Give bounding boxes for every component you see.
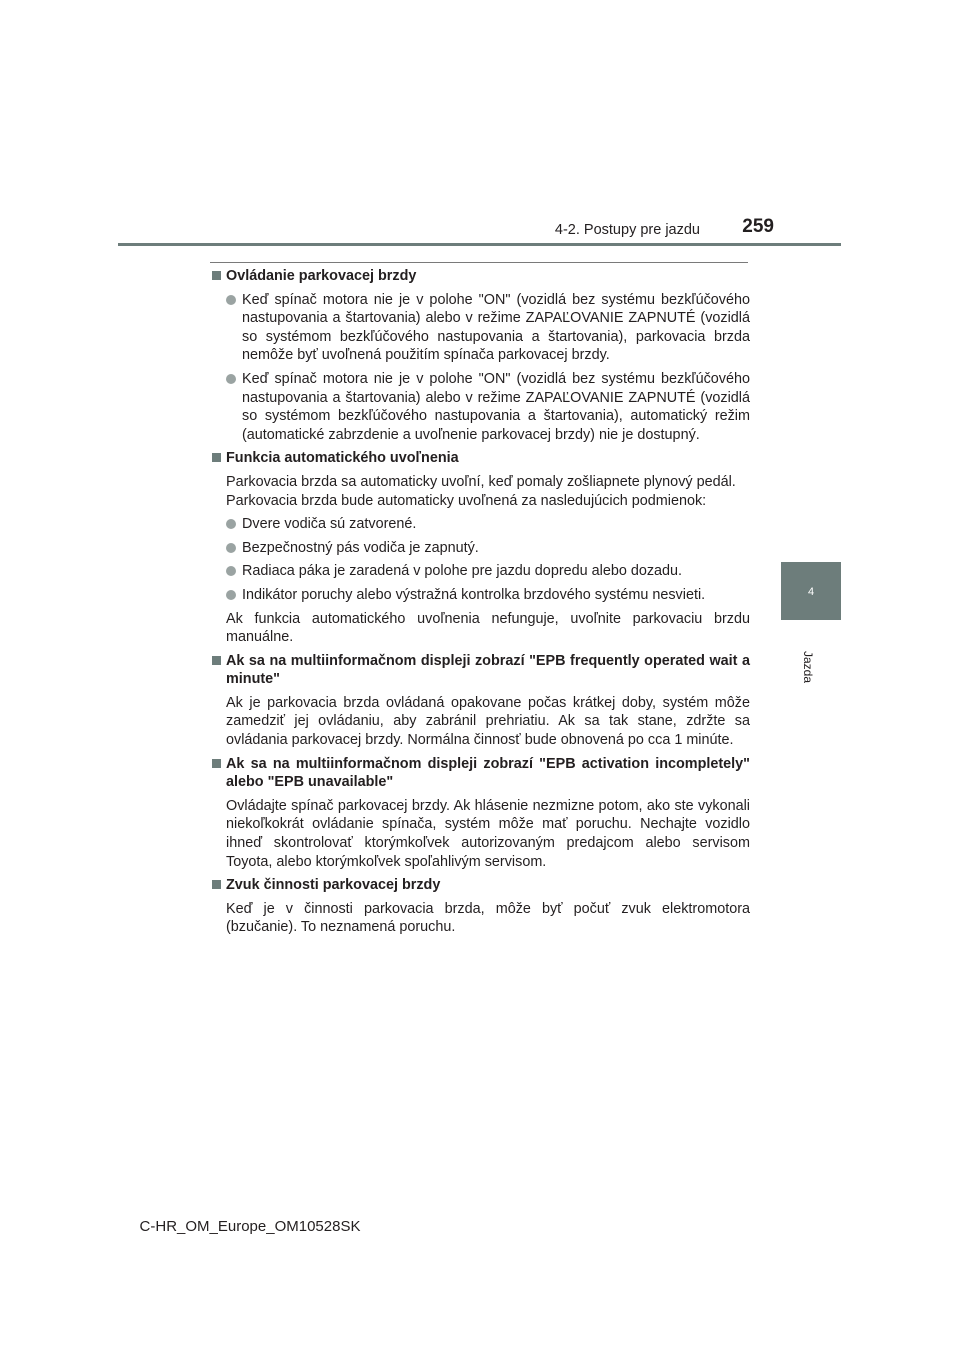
section-automatic-release — [210, 449, 750, 646]
section-body: Ak je parkovacia brzda ovládaná opakovane počas krátkej doby, systém môže zamedziť jej ovládaniu, aby zabránil prehriatiu. Ak sa tak stane, zdržte sa ovládania parkovacej brzdy. Normálna činnosť bude obnovená po cca 1 minúte. — [226, 694, 750, 749]
footer-document-code: C-HR_OM_Europe_OM10528SK — [139, 1218, 361, 1235]
content-top-rule — [210, 262, 748, 263]
section-body: Ovládajte spínač parkovacej brzdy. Ak hlásenie nezmizne potom, ako ste vykonali niekoľkokrát ovládanie spínača, systém môže mať poruchu. Nechajte vozidlo ihneď skontrolovať ktorýmkoľvek autorizovaným predajcom alebo servisom Toyota, alebo ktorýmkoľvek spoľahlivým servisom. — [226, 797, 750, 870]
bullet-item: Dvere vodiča sú zatvorené. — [210, 515, 750, 534]
section-heading: Ovládanie parkovacej brzdy — [210, 267, 750, 286]
intro-line: Parkovacia brzda sa automaticky uvoľní, keď pomaly zošliapnete plynový pedál. — [226, 473, 736, 490]
section-parking-brake-operation — [210, 267, 750, 444]
bullet-item: Radiaca páka je zaradená v polohe pre jazdu dopredu alebo dozadu. — [210, 562, 750, 581]
chapter-label: Jazda — [801, 650, 815, 684]
header-rule — [118, 243, 841, 246]
chapter-tab — [781, 562, 841, 620]
bullet-item: Keď spínač motora nie je v polohe "ON" (vozidlá bez systému bezkľúčového nastupovania a štartovania) alebo v režime ZAPAĽOVANIE ZAPNUTÉ (vozidlá so systémom bezkľúčového nastupovania a štartovania), automatický režim (automatické zabrzdenie a uvoľnenie parkovacej brzdy) nie je dostupný. — [210, 370, 750, 444]
section-heading: Ak sa na multiinformačnom displeji zobrazí "EPB frequently operated wait a minute" — [210, 652, 750, 689]
page-number: 259 — [742, 216, 774, 237]
section-heading: Zvuk činnosti parkovacej brzdy — [210, 876, 750, 895]
header-section-title: 4-2. Postupy pre jazdu — [554, 222, 700, 238]
page-content — [210, 267, 750, 942]
section-heading: Ak sa na multiinformačnom displeji zobrazí "EPB activation incompletely" alebo "EPB unavailable" — [210, 755, 750, 792]
bullet-item: Indikátor poruchy alebo výstražná kontrolka brzdového systému nesvieti. — [210, 586, 750, 605]
intro-line: Parkovacia brzda bude automaticky uvoľnená za nasledujúcich podmienok: — [226, 492, 707, 509]
chapter-tab-number: 4 — [807, 586, 815, 598]
section-outro: Ak funkcia automatického uvoľnenia nefunguje, uvoľnite parkovaciu brzdu manuálne. — [226, 610, 750, 646]
bullet-item: Bezpečnostný pás vodiča je zapnutý. — [210, 539, 750, 558]
bullet-item: Keď spínač motora nie je v polohe "ON" (vozidlá bez systému bezkľúčového nastupovania a štartovania) alebo v režime ZAPAĽOVANIE ZAPNUTÉ (vozidlá so systémom bezkľúčového nastupovania a štartovania), parkovacia brzda nemôže byť uvoľnená použitím spínača parkovacej brzdy. — [210, 291, 750, 365]
section-body: Keď je v činnosti parkovacia brzda, môže byť počuť zvuk elektromotora (bzučanie). To neznamená poruchu. — [226, 900, 750, 936]
section-operation-sound — [210, 876, 750, 937]
section-epb-frequently-operated — [210, 652, 750, 750]
section-intro — [210, 473, 750, 510]
section-epb-activation-incomplete — [210, 755, 750, 872]
section-heading: Funkcia automatického uvoľnenia — [210, 449, 750, 468]
